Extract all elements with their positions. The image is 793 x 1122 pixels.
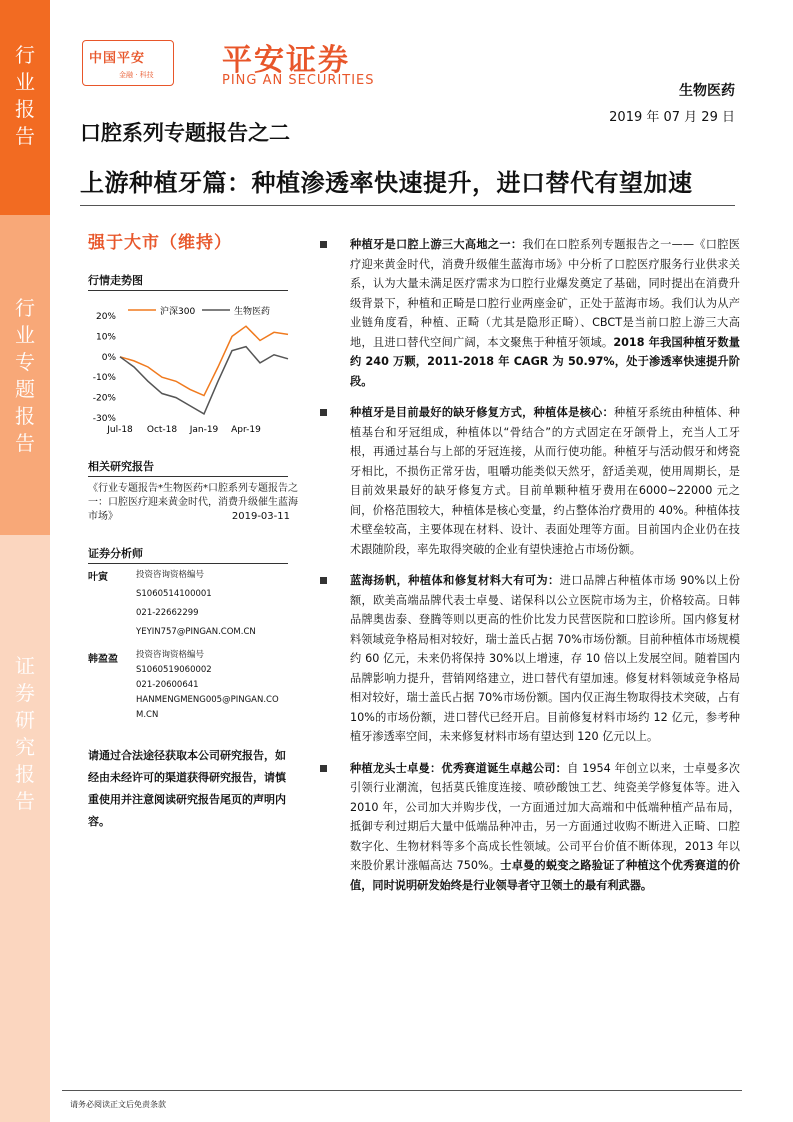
x-tick-label: Jul-18 [107,425,133,435]
footer-text: 请务必阅读正文后免责条款 [70,1100,166,1109]
related-report-date: 2019-03-11 [231,511,290,522]
sidebar-label-research-report: 证 券 研 究 报 告 [0,535,50,1122]
rating: 强于大市（维持） [88,233,232,253]
paragraph-lead: 种植龙头士卓曼：优秀赛道诞生卓越公司： [350,761,568,775]
main-content [320,235,740,907]
bullet-icon [320,765,327,772]
bullet-icon [320,241,327,248]
paragraph-lead: 种植牙是目前最好的缺牙修复方式，种植体是核心： [350,406,615,419]
footer-divider [62,1090,742,1091]
logo-text: 中国平安 [89,51,146,66]
trend-chart [80,296,295,446]
paragraph-lead: 蓝海扬帆，种植体和修复材料大有可为： [350,574,560,587]
pingan-logo [82,40,174,86]
paragraph-body: 自 1954 年创立以来，士卓曼多次引领行业潮流，包括莫氏锥度连接、喷砂酸蚀工艺、纯瓷美学修复体等。进入 2010 年，公司加大并购步伐，一方面通过加大高端和中低端种植产品布局，抵御专利过期后大量中低端品种冲击，另一方面通过收购不断进入正畸、口腔数字化、生物材料等多个高成长性领域。公司平台价值不断体现，2013 年以来股价累计涨幅高达 750%。 [350,761,740,872]
y-tick-label: 20% [95,312,116,322]
legend-label-bio: 生物医药 [234,307,271,317]
paragraph-1 [320,235,740,391]
logo-subtext: 金融 · 科技 [119,71,154,79]
paragraph-tail: 2018 年我国种植牙数量约 240 万颗，2011-2018 年 CAGR 为 50.97%，处于渗透率快速提升阶段。 [350,335,740,388]
analyst-cert-no: S1060519060002 [136,665,212,675]
y-tick-label: -30% [92,414,116,424]
analyst-cert-no: S1060514100001 [136,589,212,599]
y-tick-label: -10% [92,373,116,384]
related-report-text: 《行业专题报告*生物医药*口腔系列专题报告之一：口腔医疗迎来黄金时代，消费升级催生蓝海市场》 [88,483,298,522]
trend-divider [88,290,288,291]
bullet-icon [320,577,327,584]
y-tick-label: 0% [101,352,116,363]
chart-legend [128,305,270,317]
report-subtitle: 口腔系列专题报告之二 [80,121,290,145]
analyst-phone: 021-22662299 [136,608,199,618]
report-date: 2019 年 07 月 29 日 [609,110,735,125]
analysts-heading: 证券分析师 [88,547,143,560]
y-tick-label: 10% [95,332,116,343]
paragraph-body: 种植牙系统由种植体、种植基台和牙冠组成，种植体以“骨结合”的方式固定在牙颌骨上，充当人工牙根，再通过基台与上部的牙冠连接，从而行使功能。种植牙与活动假牙和烤瓷牙相比，不损伤正常牙齿，咀嚼功能类似天然牙，舒适美观，使用周期长，是目前效果最好的缺牙修复方式。目前单颗种植牙费用在6000~22000 元之间，价格范围较大，种植体是核心变量，约占整体治疗费用的 40%。种植体技术壁垒较高，主要体现在材料、设计、表面处理等方面。目前国内企业仍在技术跟随阶段，率先取得突破的企业有望快速抢占市场份额。 [350,406,740,556]
analysts-divider [88,563,288,564]
trend-heading: 行情走势图 [88,274,143,287]
paragraph-lead: 种植牙是口腔上游三大高地之一： [350,238,523,251]
related-divider [88,476,288,477]
analyst-phone: 021-20600641 [136,680,199,690]
x-tick-label: Apr-19 [231,425,261,435]
title-divider [80,205,735,206]
disclaimer: 请通过合法途径获取本公司研究报告，如经由未经许可的渠道获得研究报告，请慎重使用并注意阅读研究报告尾页的声明内容。 [88,749,286,828]
sidebar-label-industry-report: 行 业 报 告 [0,0,50,215]
series-line-bio [120,347,288,414]
analyst-email: YEYIN757@PINGAN.COM.CN [136,627,256,637]
analyst-name: 韩盈盈 [88,654,118,665]
analyst-cert-label: 投资咨询资格编号 [136,570,205,580]
related-heading: 相关研究报告 [88,460,154,473]
sidebar-label-special-report: 行 业 专 题 报 告 [0,215,50,535]
paragraph-2 [320,403,740,559]
analyst-email-cont: M.CN [136,710,159,720]
legend-label-csi300: 沪深300 [160,307,196,317]
paragraph-3 [320,571,740,747]
brand-name-en: PING AN SECURITIES [222,73,375,88]
analyst-name: 叶寅 [88,572,108,583]
analyst-cert-label: 投资咨询资格编号 [136,650,205,660]
paragraph-tail: 士卓曼的蜕变之路验证了种植这个优秀赛道的价值，同时说明研发始终是行业领导者守卫领土的最有利武器。 [350,859,740,892]
analyst-email: HANMENGMENG005@PINGAN.CO [136,695,279,705]
brand-name-cn: 平安证券 [222,43,350,78]
y-tick-label: -20% [92,393,116,404]
paragraph-body: 进口品牌占种植体市场 90%以上份额，欧美高端品牌代表士卓曼、诺保科以公立医院市场为主，价格较高。日韩品牌奥齿泰、登腾等则以更高的性价比发力民营医院和口腔诊所。国内修复材料领域竞争格局相对较好，瑞士盖氏占据 70%市场份额。目前种植体市场规模约 60 亿元，未来仍将保持 30%以上增速，存 10 倍以上发展空间。随着国内品牌影响力提升，营销网络建立，进口替代有望加速。修复材料领域竞争格局相对较好，瑞士盖氏占据 70%市场份额。国内仅正海生物取得技术突破，占有 10%的市场份额，进口替代已经开启。目前修复材料市场约 12 亿元，参考种植牙渗透率空间，未来修复材料市场有望达到 120 亿元以上。 [350,574,740,743]
left-sidebar [0,0,50,1122]
report-title: 上游种植牙篇：种植渗透率快速提升，进口替代有望加速 [80,169,693,197]
sector-label: 生物医药 [679,83,735,99]
paragraph-body: 我们在口腔系列专题报告之一——《口腔医疗迎来黄金时代，消费升级催生蓝海市场》中分析了口腔医疗服务行业供求关系，认为大量未满足医疗需求为口腔行业爆发奠定了基础，同时提出在消费升级背景下，种植和正畸是口腔行业两座金矿，正处于蓝海市场。我们认为从产业链角度看，种植、正畸（尤其是隐形正畸）、CBCT是当前口腔上游三大高地，且进口替代空间广阔，本文聚焦于种植牙领域。 [350,238,740,349]
related-report [88,482,298,524]
x-tick-label: Oct-18 [146,425,178,435]
bullet-icon [320,409,327,416]
paragraph-4 [320,759,740,896]
x-tick-label: Jan-19 [189,425,219,435]
